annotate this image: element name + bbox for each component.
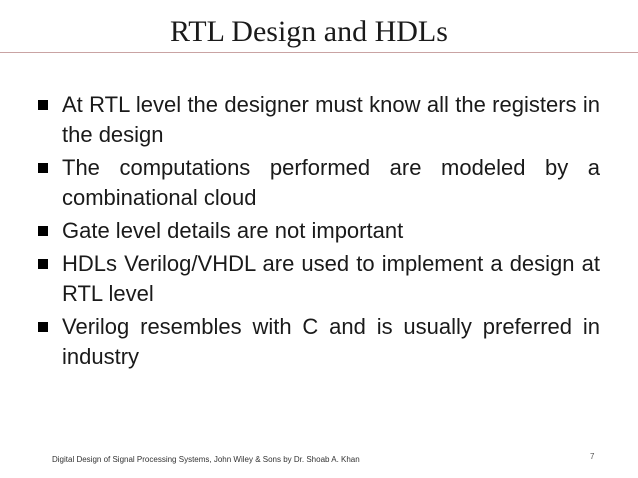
bullet-text: HDLs Verilog/VHDL are used to implement a design at RTL level (62, 251, 600, 306)
square-bullet-icon (38, 163, 48, 173)
square-bullet-icon (38, 100, 48, 110)
square-bullet-icon (38, 226, 48, 236)
bullet-item (38, 153, 600, 213)
bullet-item (38, 216, 600, 246)
slide-footer: Digital Design of Signal Processing Systems, John Wiley & Sons by Dr. Shoab A. Khan (52, 455, 360, 464)
bullet-text: At RTL level the designer must know all the registers in the design (62, 92, 600, 147)
square-bullet-icon (38, 259, 48, 269)
page-number: 7 (590, 452, 595, 461)
bullet-item (38, 249, 600, 309)
slide-title: RTL Design and HDLs (170, 15, 448, 48)
title-divider (0, 52, 638, 53)
bullet-item (38, 90, 600, 150)
bullet-text: Gate level details are not important (62, 218, 404, 243)
bullet-item (38, 312, 600, 372)
bullet-list (38, 90, 600, 375)
square-bullet-icon (38, 322, 48, 332)
bullet-text: The computations performed are modeled by a combinational cloud (62, 155, 600, 210)
bullet-text: Verilog resembles with C and is usually preferred in industry (62, 314, 600, 369)
